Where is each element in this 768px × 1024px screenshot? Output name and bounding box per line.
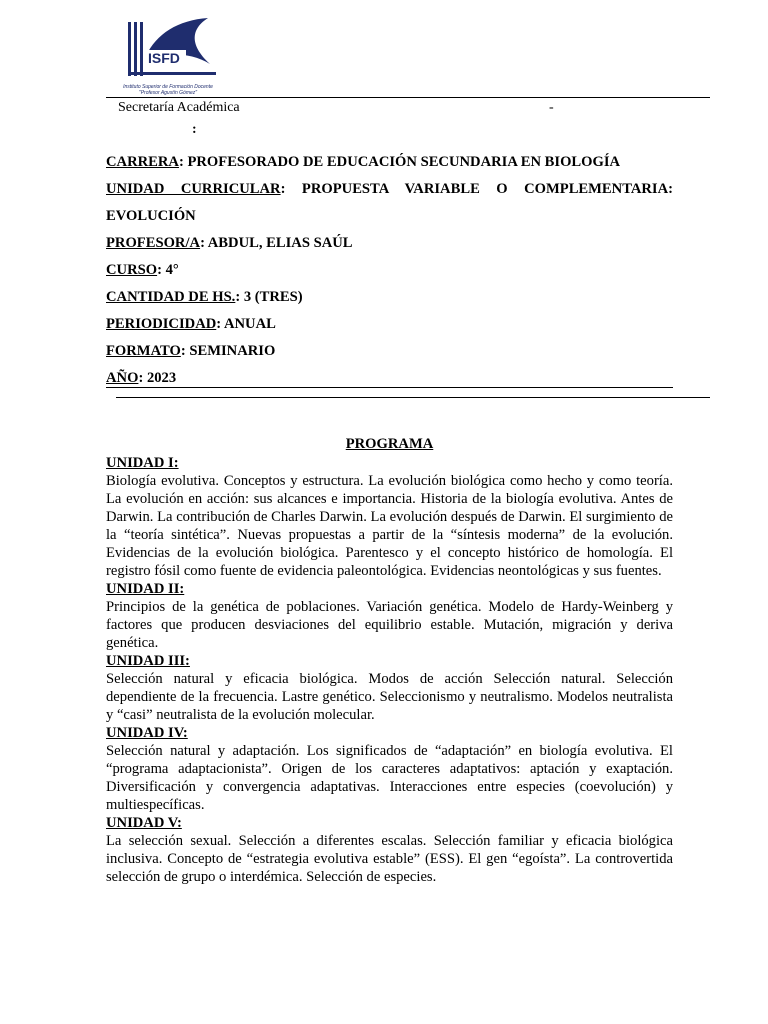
unit-1	[106, 454, 673, 580]
unit-body: Biología evolutiva. Conceptos y estructura. La evolución biológica como hecho y como teoría. La evolución en acción: sus alcances e importancia. Historia de la biología evolutiva. Antes de Darwin. La contribución de Charles Darwin. La evolución después de Darwin. El surgimiento de la “teoría sintética”. Nuevas propuestas a partir de la “síntesis moderna” de la evolución. Evidencias de la evolución biológica. Parentesco y el concepto histórico de homología. El registro fósil como fuente de evidencia paleontológica. Evidencias neontológicas y sus fuentes.	[106, 473, 673, 579]
field-value: : PROPUESTA VARIABLE O COMPLEMENTARIA:	[280, 181, 674, 197]
header-dash: -	[549, 100, 554, 115]
field-value: : PROFESORADO DE EDUCACIÓN SECUNDARIA EN BIOLOGÍA	[178, 154, 621, 170]
header-colon: :	[192, 122, 197, 137]
field-profesor	[106, 230, 673, 257]
fields-rule-top	[106, 387, 673, 388]
programa-section	[106, 435, 673, 886]
secretaria-label: Secretaría Académica	[118, 100, 240, 115]
institution-logo	[116, 14, 220, 96]
unit-title: UNIDAD I:	[106, 455, 179, 471]
field-label: UNIDAD CURRICULAR	[106, 181, 281, 197]
field-label: CARRERA	[106, 154, 179, 170]
field-unidad-curricular	[106, 176, 673, 203]
header-rule	[106, 97, 710, 98]
field-label: PERIODICIDAD	[106, 316, 217, 332]
unit-2	[106, 580, 673, 652]
field-label: CANTIDAD DE HS.	[106, 289, 236, 305]
unit-body: La selección sexual. Selección a diferentes escalas. Selección familiar y eficacia biológica inclusiva. Concepto de “estrategia evolutiva estable” (ESS). El gen “egoísta”. La controvertida selección de grupo o interdémica. Selección de especies.	[106, 833, 673, 885]
logo-acronym: ISFD	[148, 50, 180, 66]
unit-body: Selección natural y adaptación. Los significados de “adaptación” en biología evolutiva. El “programa adaptacionista”. Origen de los caracteres adaptativos: aptación y exaptación. Diversificación y convergencia adaptativas. Interacciones entre especies (coevolución) y multiespecíficas.	[106, 743, 673, 813]
logo-subtitle: Instituto Superior de Formación Docente "Profesor Agustín Gómez"	[123, 84, 213, 96]
field-value: : 3 (TRES)	[235, 289, 303, 305]
field-periodicidad	[106, 311, 673, 338]
unit-4	[106, 724, 673, 814]
unit-title: UNIDAD II:	[106, 581, 185, 597]
field-value: : ABDUL, ELIAS SAÚL	[200, 235, 353, 251]
unit-title: UNIDAD III:	[106, 653, 190, 669]
field-unidad-curricular-cont	[106, 203, 673, 230]
field-formato	[106, 338, 673, 365]
unit-title: UNIDAD V:	[106, 815, 182, 831]
unit-title: UNIDAD IV:	[106, 725, 188, 741]
field-value: EVOLUCIÓN	[106, 208, 196, 224]
field-label: CURSO	[106, 262, 158, 278]
field-carrera	[106, 149, 673, 176]
field-label: FORMATO	[106, 343, 181, 359]
field-curso	[106, 257, 673, 284]
field-horas	[106, 284, 673, 311]
field-label: AÑO	[106, 370, 139, 386]
isfd-logo-graphic	[116, 14, 220, 84]
field-value: : SEMINARIO	[180, 343, 276, 359]
unit-3	[106, 652, 673, 724]
field-value: : 4°	[157, 262, 179, 278]
programa-title: PROGRAMA	[345, 436, 434, 452]
unit-body: Principios de la genética de poblaciones. Variación genética. Modelo de Hardy-Weinberg y factores que producen desviaciones del equilibrio estable. Mutación, migración y deriva genética.	[106, 599, 673, 651]
field-value: : ANUAL	[216, 316, 276, 332]
unit-5	[106, 814, 673, 886]
unit-body: Selección natural y eficacia biológica. Modos de acción Selección natural. Selección dependiente de la frecuencia. Lastre genético. Seleccionismo y neutralismo. Modelos neutralista y “casi” neutralista de la evolución molecular.	[106, 671, 673, 723]
fields-rule-bottom	[116, 397, 710, 398]
field-value: : 2023	[138, 370, 177, 386]
field-label: PROFESOR/A	[106, 235, 201, 251]
